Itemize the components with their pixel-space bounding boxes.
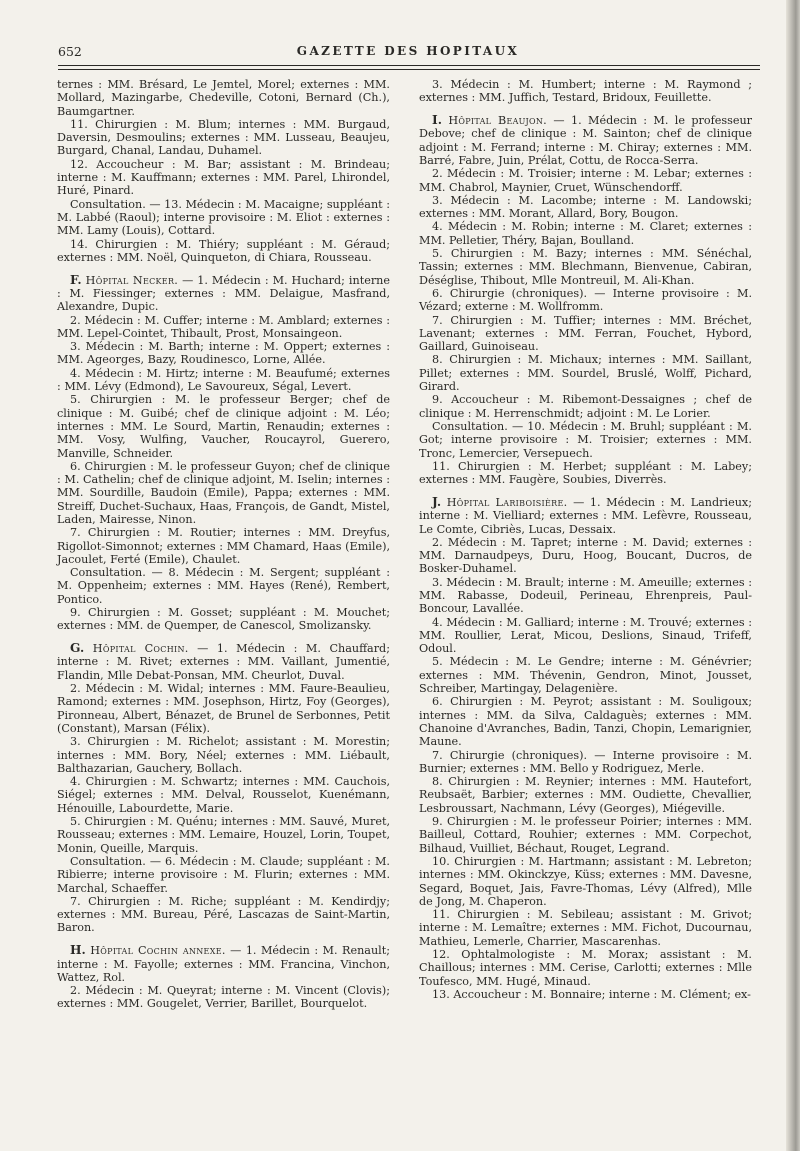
hospital-name: Hôpital Cochin annexe. [90,944,226,958]
section-letter: J. [432,494,442,509]
service-entry: 4. Médecin : M. Galliard; interne : M. Trouvé; externes : MM. Roullier, Lerat, Micou, Deslions, Sinaud, Trifeff, Odoul. [419,615,752,656]
header-rule-thick [58,65,760,66]
service-entry: 9. Chirurgien : M. le professeur Poirier; internes : MM. Bailleul, Cottard, Rouhier; externes : MM. Corpechot, Bilhaud, Vuilliet, Béchaut, Rouget, Legrand. [419,815,752,855]
service-entry: 4. Chirurgien : M. Schwartz; internes : MM. Cauchois, Siégel; externes : MM. Delval, Rousselot, Kuenémann, Hénouille, Labourdette, Marie. [57,775,390,815]
service-entry: 5. Chirurgien : M. Bazy; internes : MM. Sénéchal, Tassin; externes : MM. Blechmann, Bienvenue, Cabiran, Déséglise, Thibout, Mlle Montreuil, M. Ali-Khan. [419,247,752,287]
page-number: 652 [58,44,82,59]
hospital-section-heading [57,274,390,314]
hospital-name: Hôpital Necker. [85,273,179,287]
section-letter: G. [70,641,85,656]
service-entry: 3. Médecin : M. Humbert; interne : M. Raymond ; externes : MM. Juffich, Testard, Bridoux, Feuillette. [419,78,752,105]
service-entry: 2. Médecin : M. Tapret; interne : M. David; externes : MM. Darnaudpeys, Duru, Hoog, Boucant, Ducros, de Bosker-Duhamel. [419,535,752,576]
service-entry: 11. Chirurgien : M. Sebileau; assistant : M. Grivot; interne : M. Lemaître; externes : MM. Fichot, Ducournau, Mathieu, Lemerle, Charrier, Mascarenhas. [419,908,752,948]
service-entry: 13. Accoucheur : M. Bonnaire; interne : M. Clément; ex- [432,987,751,1001]
service-entry: 6. Chirurgien : M. Peyrot; assistant : M. Souligoux; internes : MM. da Silva, Caldaguès; externes : MM. Chanoine d'Avranches, Badin, Tanzi, Chopin, Lemarignier, Maune. [419,695,752,749]
service-entry: 6. Chirurgie (chroniques). — Interne provisoire : M. Vézard; externe : M. Wollfromm. [419,286,752,314]
left-column [57,78,390,1011]
hospital-name: Hôpital Beaujon. [448,114,548,128]
service-entry: 10. Chirurgien : M. Hartmann; assistant : M. Lebreton; internes : MM. Okinckzye, Küss; externes : MM. Davesne, Segard, Boquet, Jais, Favre-Thomas, Lévy (Alfred), Mlle de Jong, M. Chaperon. [419,854,752,908]
service-entry: 4. Médecin : M. Hirtz; interne : M. Beaufumé; externes : MM. Lévy (Edmond), Le Savoureux, Ségal, Levert. [57,366,390,394]
section-text: — 1. Médecin : M. le professeur Debove; chef de clinique : M. Sainton; chef de clinique adjoint : M. Ferrand; interne : M. Chiray; externes : MM. Barré, Fabre, Juin, Prélat, Cottu, de Rocca-Serra. [419,114,752,167]
service-entry: 2. Médecin : M. Cuffer; interne : M. Amblard; externes : MM. Lepel-Cointet, Thibault, Prost, Monsaingeon. [57,313,390,340]
service-entry: 9. Chirurgien : M. Gosset; suppléant : M. Mouchet; externes : MM. de Quemper, de Canescol, Smolizansky. [57,606,390,633]
service-entry: ternes : MM. Brésard, Le Jemtel, Morel; externes : MM. Mollard, Mazingarbe, Chedeville, Cotoni, Bernard (Ch.), Baumgartner. [57,78,390,118]
section-text: — 1. Médecin : M. Huchard; interne : M. Fiessinger; externes : MM. Delaigue, Masfrand, Alexandre, Dupic. [57,273,390,314]
service-entry: 11. Chirurgien : M. Herbet; suppléant : M. Labey; externes : MM. Faugère, Soubies, Diverrès. [419,459,752,487]
service-entry: 3. Médecin : M. Brault; interne : M. Ameuille; externes : MM. Rabasse, Dodeuil, Perineau, Ehrenpreis, Paul-Boncour, Lavallée. [419,575,752,616]
page-header [58,40,758,64]
service-entry: 4. Médecin : M. Robin; interne : M. Claret; externes : MM. Pelletier, Théry, Bajan, Boulland. [419,220,752,247]
service-entry: 7. Chirurgien : M. Riche; suppléant : M. Kendirdjy; externes : MM. Bureau, Péré, Lascazas de Saint-Martin, Baron. [57,894,390,935]
right-column [419,78,752,1001]
page-edge-shadow [786,0,800,1151]
service-entry: 5. Chirurgien : M. le professeur Berger; chef de clinique : M. Guibé; chef de clinique adjoint : M. Léo; internes : MM. Le Sourd, Martin, Renaudin; externes : MM. Vosy, Wulfing, Vaucher, Roucayrol, Guerero, Manville, Schneider. [57,393,390,460]
header-rule-thin [58,69,760,70]
service-entry: 8. Chirurgien : M. Reynier; internes : MM. Hautefort, Reubsaët, Barbier; externes : MM. Oudiette, Chevallier, Lesbroussart, Nachmann, Lévy (Georges), Miégeville. [419,775,752,815]
service-entry: 2. Médecin : M. Troisier; interne : M. Lebar; externes : MM. Chabrol, Maynier, Cruet, Wünschendorff. [419,167,752,194]
hospital-section-heading [419,496,752,536]
service-entry: 7. Chirurgie (chroniques). — Interne provisoire : M. Burnier; externes : MM. Bello y Rodriguez, Merle. [419,748,752,775]
service-entry: 2. Médecin : M. Widal; internes : MM. Faure-Beaulieu, Ramond; externes : MM. Josephson, Hirtz, Foy (Georges), Pironneau, Albert, Bénazet, de Brunel de Serbonnes, Petit (Constant), Marsan (Félix). [57,682,390,735]
service-entry: 3. Médecin : M. Barth; interne : M. Oppert; externes : MM. Ageorges, Bazy, Roudinesco, Lorne, Allée. [57,340,390,367]
section-letter: F. [70,272,82,287]
service-entry: Consultation. — 13. Médecin : M. Macaigne; suppléant : M. Labbé (Raoul); interne provisoire : M. Eliot : externes : MM. Lamy (Louis), Cottard. [57,197,390,238]
service-entry: Consultation. — 8. Médecin : M. Sergent; suppléant : M. Oppenheim; externes : MM. Hayes (René), Rembert, Pontico. [57,566,390,606]
section-text: — 1. Médecin : M. Landrieux; interne : M. Vielliard; externes : MM. Lefèvre, Rousseau, Le Comte, Cibriès, Lucas, Dessaix. [419,495,752,536]
service-entry: 9. Accoucheur : M. Ribemont-Dessaignes ; chef de clinique : M. Herrenschmidt; adjoint : M. Le Lorier. [419,393,752,420]
service-entry: 6. Chirurgien : M. le professeur Guyon; chef de clinique : M. Cathelin; chef de clinique adjoint, M. Iselin; internes : MM. Sourdille, Baudoin (Emile), Pappa; externes : MM. Streiff, Duchet-Suchaux, Haas, François, de Gandt, Mistel, Laden, Mairesse, Ninon. [57,459,390,526]
service-entry: 3. Médecin : M. Lacombe; interne : M. Landowski; externes : MM. Morant, Allard, Bory, Bougon. [419,193,752,221]
service-entry: 12. Accoucheur : M. Bar; assistant : M. Brindeau; interne : M. Kauffmann; externes : MM. Parel, Lhirondel, Huré, Pinard. [57,157,390,198]
hospital-name: Hôpital Lariboisière. [446,495,568,509]
hospital-name: Hôpital Cochin. [92,642,189,656]
hospital-section-heading [57,642,390,682]
hospital-section-heading [419,114,752,167]
service-entry: 2. Médecin : M. Queyrat; interne : M. Vincent (Clovis); externes : MM. Gougelet, Verrier, Barillet, Bourquelot. [57,984,390,1011]
service-entry: Consultation. — 10. Médecin : M. Bruhl; suppléant : M. Got; interne provisoire : M. Troisier; externes : MM. Tronc, Lemercier, Versepuech. [419,419,752,460]
service-entry: 7. Chirurgien : M. Tuffier; internes : MM. Bréchet, Lavenant; externes : MM. Ferran, Fouchet, Hybord, Gaillard, Guinoiseau. [419,313,752,354]
service-entry: 11. Chirurgien : M. Blum; internes : MM. Burgaud, Daversin, Desmoulins; externes : MM. Lusseau, Beaujeu, Burgard, Chanal, Landau, Duhamel. [57,117,390,158]
service-entry: 3. Chirurgien : M. Richelot; assistant : M. Morestin; internes : MM. Bory, Néel; externes : MM. Liébault, Balthazarian, Gauchery, Bollach. [57,735,390,775]
section-letter: H. [70,943,86,958]
hospital-section-heading [57,944,390,984]
service-entry: 7. Chirurgien : M. Routier; internes : MM. Dreyfus, Rigollot-Simonnot; externes : MM Chamard, Haas (Emile), Jacoulet, Ferté (Emile), Chaulet. [57,526,390,566]
service-entry: Consultation. — 6. Médecin : M. Claude; suppléant : M. Ribierre; interne provisoire : M. Flurin; externes : MM. Marchal, Schaeffer. [57,854,390,895]
service-entry: 8. Chirurgien : M. Michaux; internes : MM. Saillant, Pillet; externes : MM. Sourdel, Bruslé, Wolff, Pichard, Girard. [419,353,752,394]
service-entry: 12. Ophtalmologiste : M. Morax; assistant : M. Chaillous; internes : MM. Cerise, Carlotti; externes : Mlle Toufesco, MM. Hugé, Minaud. [419,948,752,988]
section-text: — 1. Médecin : M. Chauffard; interne : M. Rivet; externes : MM. Vaillant, Jumentié, Flandin, Mlle Debat-Ponsan, MM. Cheurlot, Duval. [57,642,390,682]
journal-title: GAZETTE DES HOPITAUX [296,44,520,58]
service-entry: 14. Chirurgien : M. Thiéry; suppléant : M. Géraud; externes : MM. Noël, Quinqueton, di Chiara, Rousseau. [57,237,390,264]
section-text: — 1. Médecin : M. Renault; interne : M. Fayolle; externes : MM. Francina, Vinchon, Wattez, Rol. [57,944,390,984]
section-letter: I. [432,113,442,128]
service-entry: 5. Chirurgien : M. Quénu; internes : MM. Sauvé, Muret, Rousseau; externes : MM. Lemaire, Houzel, Lorin, Toupet, Monin, Queille, Marquis. [57,815,390,855]
service-entry: 5. Médecin : M. Le Gendre; interne : M. Génévrier; externes : MM. Thévenin, Gendron, Minot, Jousset, Schreiber, Martingay, Delagenière. [419,655,752,696]
